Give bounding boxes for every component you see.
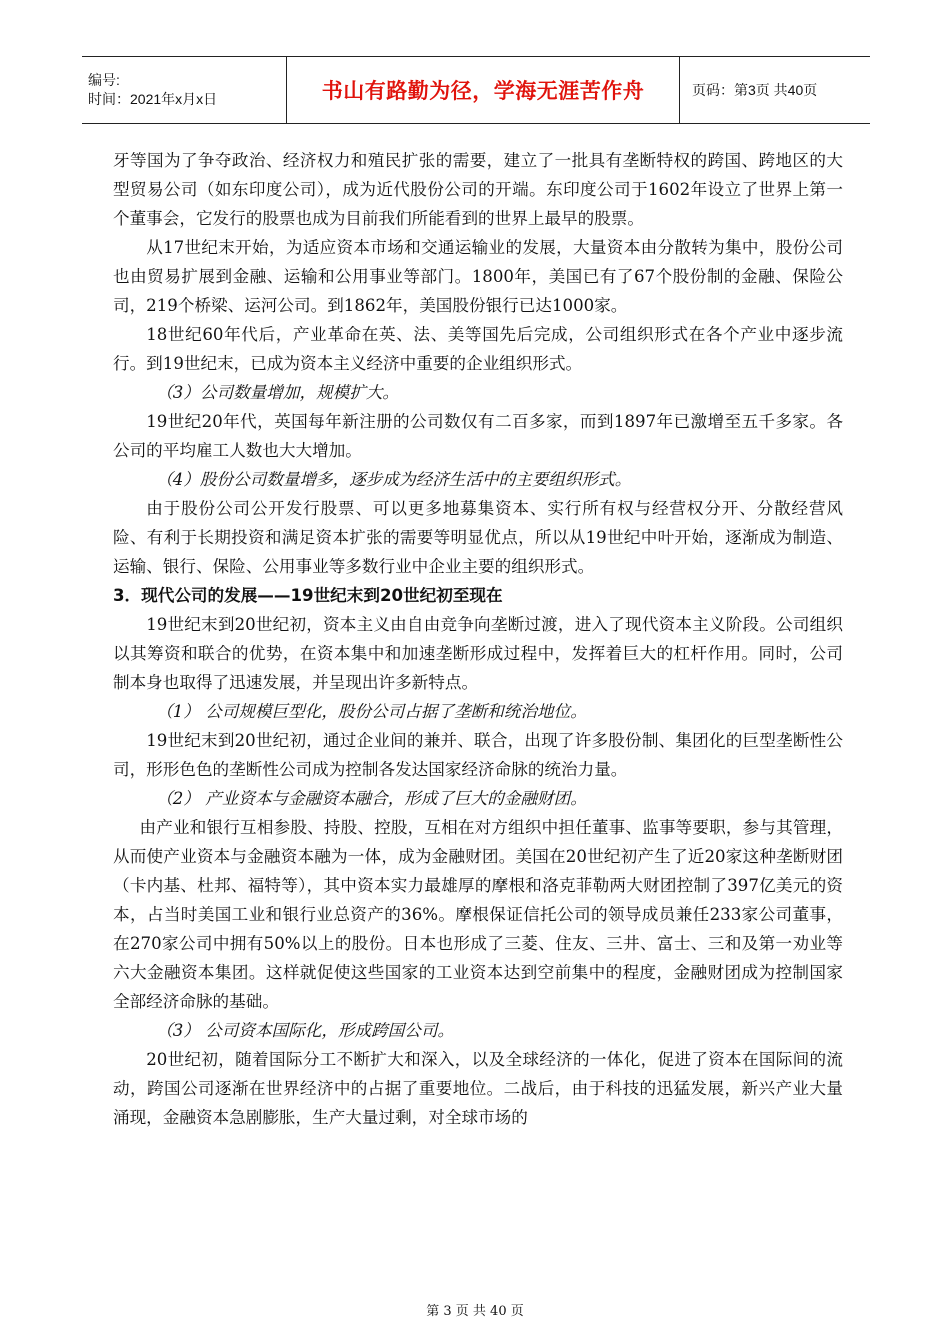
paragraph: 19世纪末到20世纪初，通过企业间的兼并、联合，出现了许多股份制、集团化的巨型垄断性公司，形形色色的垄断性公司成为控制各发达国家经济命脉的统治力量。 — [113, 731, 843, 779]
document-body — [113, 146, 843, 1132]
page-footer: 第 3 页 共 40 页 — [426, 1304, 524, 1319]
page-header — [82, 56, 870, 124]
section-heading: 3．现代公司的发展——19世纪末到20世纪初至现在 — [113, 586, 503, 605]
document-number-label: 编号: — [88, 72, 120, 88]
paragraph: 19世纪20年代，英国每年新注册的公司数仅有二百多家，而到1897年已激增至五千多家。各公司的平均雇工人数也大大增加。 — [113, 412, 843, 460]
paragraph: 由产业和银行互相参股、持股、控股，互相在对方组织中担任董事、监事等要职，参与其管理，从而使产业资本与金融资本融为一体，成为金融财团。美国在20世纪初产生了近20家这种垄断财团（卡内基、杜邦、福特等），其中资本实力最雄厚的摩根和洛克菲勒两大财团控制了397亿美元的资本，占当时美国工业和银行业总资产的36%。摩根保证信托公司的领导成员兼任233家公司董事，在270家公司中拥有50%以上的股份。日本也形成了三菱、住友、三井、富士、三和及第一劝业等六大金融资本集团。这样就促使这些国家的工业资本达到空前集中的程度，金融财团成为控制国家全部经济命脉的基础。 — [113, 818, 843, 1011]
paragraph: 由于股份公司公开发行股票、可以更多地募集资本、实行所有权与经营权分开、分散经营风险、有利于长期投资和满足资本扩张的需要等明显优点，所以从19世纪中叶开始，逐渐成为制造、运输、银行、保险、公用事业等多数行业中企业主要的组织形式。 — [113, 499, 843, 576]
paragraph: 牙等国为了争夺政治、经济权力和殖民扩张的需要，建立了一批具有垄断特权的跨国、跨地区的大型贸易公司（如东印度公司），成为近代股份公司的开端。东印度公司于1602年设立了世界上第一个董事会，它发行的股票也成为目前我们所能看到的世界上最早的股票。 — [113, 151, 843, 228]
subheading: （1） 公司规模巨型化，股份公司占据了垄断和统治地位。 — [156, 702, 587, 721]
paragraph: 20世纪初，随着国际分工不断扩大和深入，以及全球经济的一体化，促进了资本在国际间的流动，跨国公司逐渐在世界经济中的占据了重要地位。二战后，由于科技的迅猛发展，新兴产业大量涌现，金融资本急剧膨胀，生产大量过剩，对全球市场的 — [113, 1050, 843, 1127]
header-page-info: 页码：第3页 共40页 — [692, 82, 818, 98]
subheading: （3）公司数量增加，规模扩大。 — [156, 383, 400, 402]
header-motto: 书山有路勤为径，学海无涯苦作舟 — [321, 79, 645, 103]
header-meta — [82, 57, 286, 123]
subheading: （4）股份公司数量增多，逐步成为经济生活中的主要组织形式。 — [156, 470, 632, 489]
header-page-cell — [680, 57, 870, 123]
paragraph: 19世纪末到20世纪初，资本主义由自由竞争向垄断过渡，进入了现代资本主义阶段。公司组织以其筹资和联合的优势，在资本集中和加速垄断形成过程中，发挥着巨大的杠杆作用。同时，公司制本身也取得了迅速发展，并呈现出许多新特点。 — [113, 615, 843, 692]
subheading: （3） 公司资本国际化，形成跨国公司。 — [156, 1021, 455, 1040]
header-motto-cell — [286, 57, 680, 123]
document-time-label: 时间：2021年x月x日 — [88, 91, 218, 107]
subheading: （2） 产业资本与金融资本融合，形成了巨大的金融财团。 — [156, 789, 587, 808]
paragraph: 18世纪60年代后，产业革命在英、法、美等国先后完成，公司组织形式在各个产业中逐步流行。到19世纪末，已成为资本主义经济中重要的企业组织形式。 — [113, 325, 843, 373]
paragraph: 从17世纪末开始，为适应资本市场和交通运输业的发展，大量资本由分散转为集中，股份公司也由贸易扩展到金融、运输和公用事业等部门。1800年，美国已有了67个股份制的金融、保险公司，219个桥梁、运河公司。到1862年，美国股份银行已达1000家。 — [113, 238, 843, 315]
